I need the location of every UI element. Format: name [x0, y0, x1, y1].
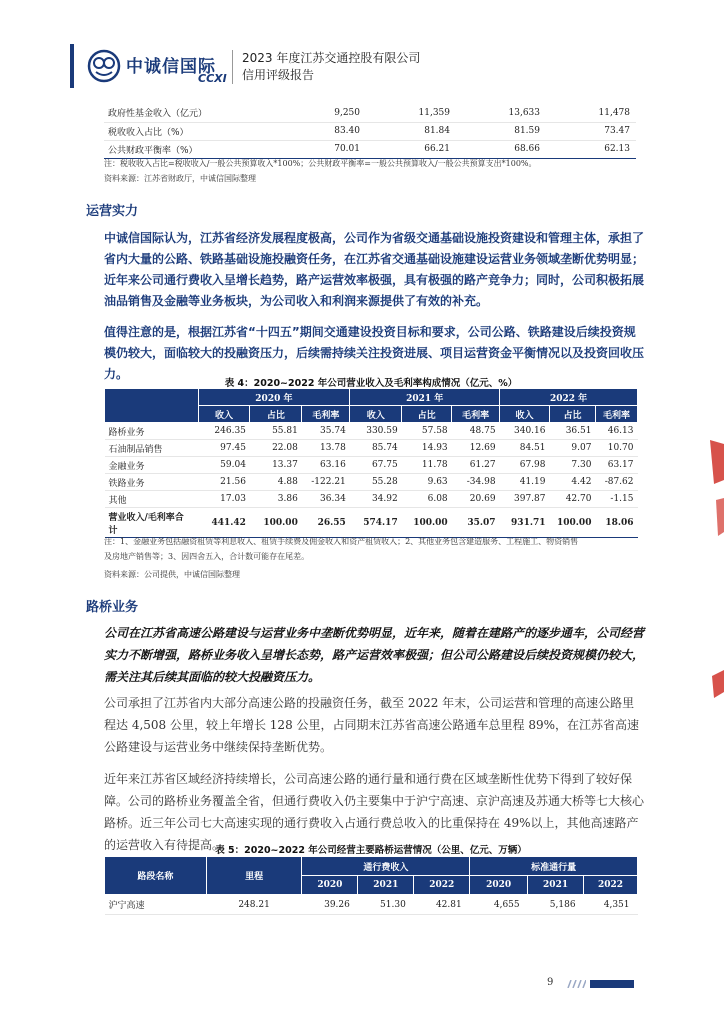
header-year: 2020 年 [198, 389, 350, 406]
table-cell: 20.69 [452, 491, 500, 508]
header-year: 2020 [470, 876, 528, 895]
header-year: 2022 [584, 876, 638, 895]
table-cell: 246.35 [198, 423, 250, 440]
logo-english-name: CCXI [198, 72, 227, 85]
table-cell: 36.51 [550, 423, 596, 440]
fiscal-table-note: 注：税收收入占比=税收收入/一般公共预算收入*100%；公共财政平衡率=一般公共预算收入/一般公共预算支出*100%。 [104, 159, 537, 168]
table4-source: 资料来源：公司提供，中诚信国际整理 [104, 570, 240, 579]
table-row [105, 423, 638, 440]
total-label-line1: 营业收入/毛利率合 [108, 512, 184, 523]
section-title-operations: 运营实力 [86, 204, 139, 219]
page-number: 9 [547, 977, 554, 988]
total-label-line2: 计 [108, 525, 118, 536]
total-cell: 18.06 [595, 508, 637, 538]
table-cell: 81.84 [366, 122, 456, 140]
ccxi-logo-icon [86, 48, 122, 84]
table-cell: 35.74 [302, 423, 350, 440]
table-cell: 85.74 [350, 440, 402, 457]
table-cell: 70.01 [276, 140, 366, 158]
table-row [105, 491, 638, 508]
total-cell: 35.07 [452, 508, 500, 538]
header-year: 2020 [302, 876, 358, 895]
row-label: 政府性基金收入（亿元） [104, 104, 276, 122]
table-cell: 11,478 [546, 104, 636, 122]
report-title-line1: 2023 年度江苏交通控股有限公司 [242, 51, 421, 65]
header-income: 收入 [500, 406, 550, 423]
table-cell: -34.98 [452, 474, 500, 491]
table-cell: 22.08 [250, 440, 302, 457]
header-margin: 毛利率 [302, 406, 350, 423]
header-year: 2022 年 [500, 389, 638, 406]
header-year: 2022 [414, 876, 470, 895]
table-cell: -1.15 [595, 491, 637, 508]
table-cell: 397.87 [500, 491, 550, 508]
table-cell: 97.45 [198, 440, 250, 457]
table-cell: 84.51 [500, 440, 550, 457]
table-row [105, 895, 638, 915]
table-cell: 13,633 [456, 104, 546, 122]
table-cell: 36.34 [302, 491, 350, 508]
total-cell: 100.00 [550, 508, 596, 538]
table-cell: 7.30 [550, 457, 596, 474]
row-label: 路桥业务 [105, 423, 199, 440]
table-cell: 63.17 [595, 457, 637, 474]
table-cell: 3.86 [250, 491, 302, 508]
header-margin: 毛利率 [595, 406, 637, 423]
header-share: 占比 [402, 406, 452, 423]
row-label: 公共财政平衡率（%） [104, 140, 276, 158]
header-divider [232, 50, 233, 84]
total-cell: 441.42 [198, 508, 250, 538]
table-cell: -87.62 [595, 474, 637, 491]
table-cell: 340.16 [500, 423, 550, 440]
table-cell: 67.75 [350, 457, 402, 474]
roads-summary: 公司在江苏省高速公路建设与运营业务中垄断优势明显，近年来，随着在建路产的逐步通车，公司经营实力不断增强，路桥业务收入呈增长态势，路产运营效率极强；但公司公路建设后续投资规模仍较大，需关注其后续其面临的较大投融资压力。 [104, 626, 645, 684]
table-cell: 21.56 [198, 474, 250, 491]
ccxi-logo [86, 48, 234, 88]
table-cell: 42.81 [414, 895, 470, 915]
table-cell: 41.19 [500, 474, 550, 491]
table-cell: 9,250 [276, 104, 366, 122]
table-cell: 81.59 [456, 122, 546, 140]
header-income: 收入 [350, 406, 402, 423]
roads-paragraph-2: 近年来江苏省区域经济持续增长，公司高速公路的通行量和通行费在区域垄断性优势下得到了较好保障。公司的路桥业务覆盖全省，但通行费收入仍主要集中于沪宁高速、京沪高速及苏通大桥等七大核心路桥。近三年公司七大高速实现的通行费收入占通行费总收入的比重保持在 49%以上，其他高速路产的运营收入有待提高。 [104, 772, 645, 852]
table-cell: 48.75 [452, 423, 500, 440]
table-cell: 14.93 [402, 440, 452, 457]
footer-stripes [566, 980, 586, 988]
table-cell: 12.69 [452, 440, 500, 457]
table4-caption: 表 4：2020~2022 年公司营业收入及毛利率构成情况（亿元、%） [224, 378, 518, 389]
total-cell: 100.00 [250, 508, 302, 538]
table-cell: 46.13 [595, 423, 637, 440]
revenue-table [104, 388, 638, 538]
row-label: 金融业务 [105, 457, 199, 474]
row-label: 石油制品销售 [105, 440, 199, 457]
header-traffic: 标准通行量 [470, 857, 638, 876]
table-cell: 83.40 [276, 122, 366, 140]
report-title-line2: 信用评级报告 [242, 68, 315, 82]
table-cell: 11.78 [402, 457, 452, 474]
table-cell: 11,359 [366, 104, 456, 122]
seal-stamp-icon [700, 440, 724, 700]
table-cell: 73.47 [546, 122, 636, 140]
table-cell: 330.59 [350, 423, 402, 440]
header-year: 2021 [528, 876, 584, 895]
table-cell: 63.16 [302, 457, 350, 474]
total-label [105, 508, 199, 538]
table-cell: 55.81 [250, 423, 302, 440]
table-cell: 17.03 [198, 491, 250, 508]
table4-note-2: 及房地产销售等；3、因四舍五入，合计数可能存在尾差。 [104, 552, 310, 561]
table-cell: 10.70 [595, 440, 637, 457]
table-cell: 67.98 [500, 457, 550, 474]
table-cell: 4,655 [470, 895, 528, 915]
table-cell: 57.58 [402, 423, 452, 440]
section-title-roads: 路桥业务 [86, 600, 139, 615]
table-row [104, 104, 636, 122]
table-cell: 66.21 [366, 140, 456, 158]
header-year: 2021 年 [350, 389, 500, 406]
header-mileage: 里程 [206, 857, 302, 895]
table-row [105, 440, 638, 457]
total-cell: 100.00 [402, 508, 452, 538]
row-label: 其他 [105, 491, 199, 508]
table-cell: 59.04 [198, 457, 250, 474]
table-cell: 9.07 [550, 440, 596, 457]
fiscal-table [104, 104, 636, 159]
table-row [105, 457, 638, 474]
table-cell: 62.13 [546, 140, 636, 158]
table-cell: 6.08 [402, 491, 452, 508]
header-toll-income: 通行费收入 [302, 857, 470, 876]
table-cell: 51.30 [358, 895, 414, 915]
road-operations-table [104, 856, 638, 915]
total-cell: 26.55 [302, 508, 350, 538]
table4-note-1: 注：1、金融业务包括融资租赁等利息收入、租赁手续费及佣金收入和资产租赁收入；2、其他业务包含建造服务、工程施工、物资销售 [104, 537, 579, 546]
header-share: 占比 [550, 406, 596, 423]
footer-accent-bar [590, 980, 634, 988]
total-cell: 931.71 [500, 508, 550, 538]
header-income: 收入 [198, 406, 250, 423]
row-label: 税收收入占比（%） [104, 122, 276, 140]
header-margin: 毛利率 [452, 406, 500, 423]
logo-chinese-name: 中诚信国际 [126, 57, 216, 77]
header-road-name: 路段名称 [105, 857, 207, 895]
table-cell: -122.21 [302, 474, 350, 491]
table-cell: 61.27 [452, 457, 500, 474]
table-cell: 39.26 [302, 895, 358, 915]
table-total-row [105, 508, 638, 538]
header-empty [105, 389, 199, 423]
operations-risk: 值得注意的是，根据江苏省“十四五”期间交通建设投资目标和要求，公司公路、铁路建设后续投资规模仍较大，面临较大的投融资压力，后续需持续关注投资进展、项目运营资金平衡情况以及投资回收压力。 [104, 325, 645, 381]
table-header-row [105, 389, 638, 406]
table-cell: 5,186 [528, 895, 584, 915]
table-cell-mileage: 248.21 [206, 895, 302, 915]
table-cell: 9.63 [402, 474, 452, 491]
table-header-row [105, 857, 638, 876]
table-cell: 4,351 [584, 895, 638, 915]
row-label: 铁路业务 [105, 474, 199, 491]
report-title [242, 50, 420, 84]
table-cell: 55.28 [350, 474, 402, 491]
roads-paragraph-1: 公司承担了江苏省内大部分高速公路的投融资任务，截至 2022 年末，公司运营和管理的高速公路里程达 4,508 公里，较上年增长 128 公里，占同期末江苏省高速公路通车总里程 89%，在江苏省高速公路建设与运营业务中继续保持垄断优势。 [104, 696, 640, 754]
table-cell: 4.88 [250, 474, 302, 491]
table-cell: 34.92 [350, 491, 402, 508]
table-row [104, 140, 636, 158]
table-row [105, 474, 638, 491]
table-cell: 13.37 [250, 457, 302, 474]
table-cell: 68.66 [456, 140, 546, 158]
header-year: 2021 [358, 876, 414, 895]
table-cell: 4.42 [550, 474, 596, 491]
table-row [104, 122, 636, 140]
header-accent-bar [70, 44, 74, 88]
operations-summary: 中诚信国际认为，江苏省经济发展程度极高，公司作为省级交通基础设施投资建设和管理主体，承担了省内大量的公路、铁路基础设施投融资任务，在江苏省交通基础设施建设运营业务领域垄断优势明显；近年来公司通行费收入呈增长趋势，路产运营效率极强，具有极强的路产竞争力；同时，公司积极拓展油品销售及金融等业务板块，为公司收入和利润来源提供了有效的补充。 [104, 231, 645, 308]
header-share: 占比 [250, 406, 302, 423]
table5-caption: 表 5：2020~2022 年公司经营主要路桥运营情况（公里、亿元、万辆） [215, 845, 527, 856]
table-cell: 42.70 [550, 491, 596, 508]
table-cell: 13.78 [302, 440, 350, 457]
row-label: 沪宁高速 [105, 895, 207, 915]
fiscal-table-source: 资料来源：江苏省财政厅，中诚信国际整理 [104, 174, 256, 183]
total-cell: 574.17 [350, 508, 402, 538]
